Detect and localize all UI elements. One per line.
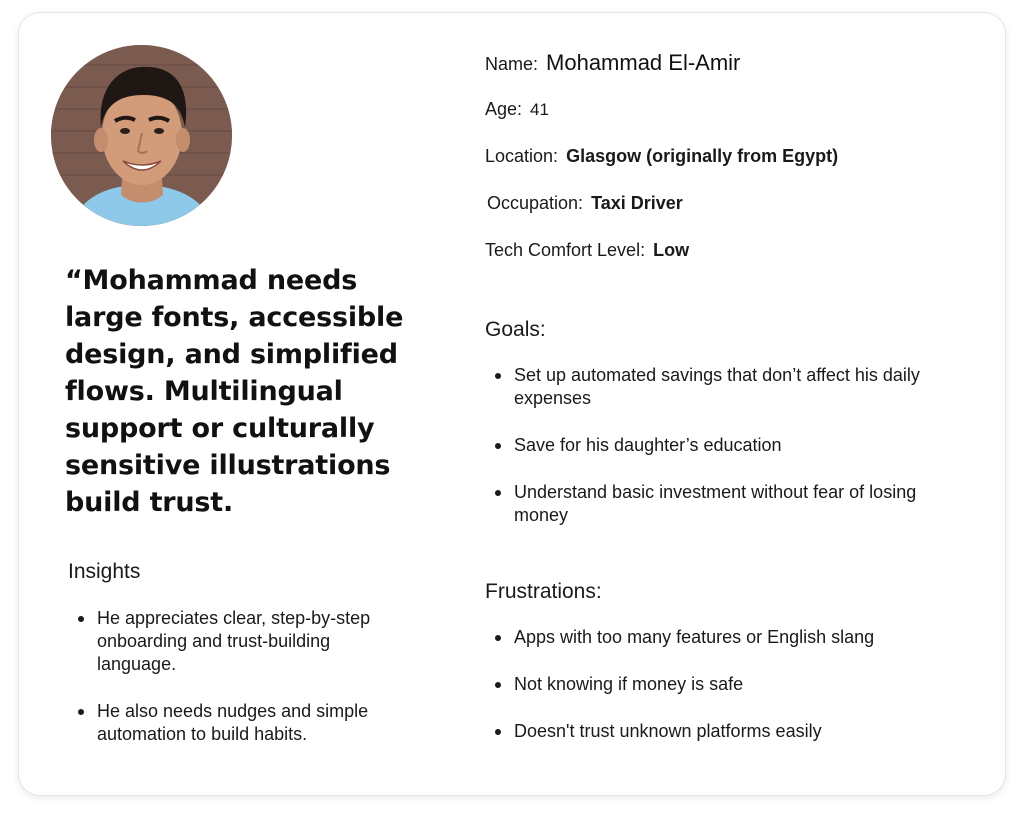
name-row	[485, 50, 740, 76]
location-value: Glasgow (originally from Egypt)	[566, 146, 839, 166]
list-item: Set up automated savings that don’t affect his daily expenses	[485, 364, 945, 410]
tech-comfort-value: Low	[653, 240, 690, 260]
name-value: Mohammad El-Amir	[546, 50, 741, 75]
list-item: Save for his daughter’s education	[485, 434, 945, 457]
goals-list	[485, 364, 945, 551]
persona-photo	[51, 45, 232, 226]
avatar	[51, 45, 232, 226]
occupation-row	[487, 193, 683, 214]
location-row	[485, 146, 838, 167]
tech-comfort-row	[485, 240, 689, 261]
name-label: Name:	[485, 54, 539, 74]
list-item: He also needs nudges and simple automation to build habits.	[68, 700, 413, 746]
list-item: Apps with too many features or English slang	[485, 626, 955, 649]
location-label: Location:	[485, 146, 559, 166]
list-item: Not knowing if money is safe	[485, 673, 955, 696]
insights-list	[68, 607, 413, 770]
tech-comfort-label: Tech Comfort Level:	[485, 240, 646, 260]
list-item: Doesn't trust unknown platforms easily	[485, 720, 955, 743]
occupation-value: Taxi Driver	[591, 193, 683, 213]
insights-heading: Insights	[68, 560, 141, 583]
frustrations-heading: Frustrations:	[485, 580, 602, 603]
list-item: Understand basic investment without fear of losing money	[485, 481, 945, 527]
list-item: He appreciates clear, step-by-step onboarding and trust-building language.	[68, 607, 413, 676]
frustrations-list	[485, 626, 955, 767]
persona-quote: “Mohammad needs large fonts, accessible design, and simplified flows. Multilingual support or culturally sensitive illustrations build trust.	[65, 265, 404, 518]
age-label: Age:	[485, 99, 523, 119]
occupation-label: Occupation:	[487, 193, 584, 213]
goals-heading: Goals:	[485, 318, 546, 341]
age-value: 41	[530, 100, 549, 119]
age-row	[485, 99, 549, 120]
